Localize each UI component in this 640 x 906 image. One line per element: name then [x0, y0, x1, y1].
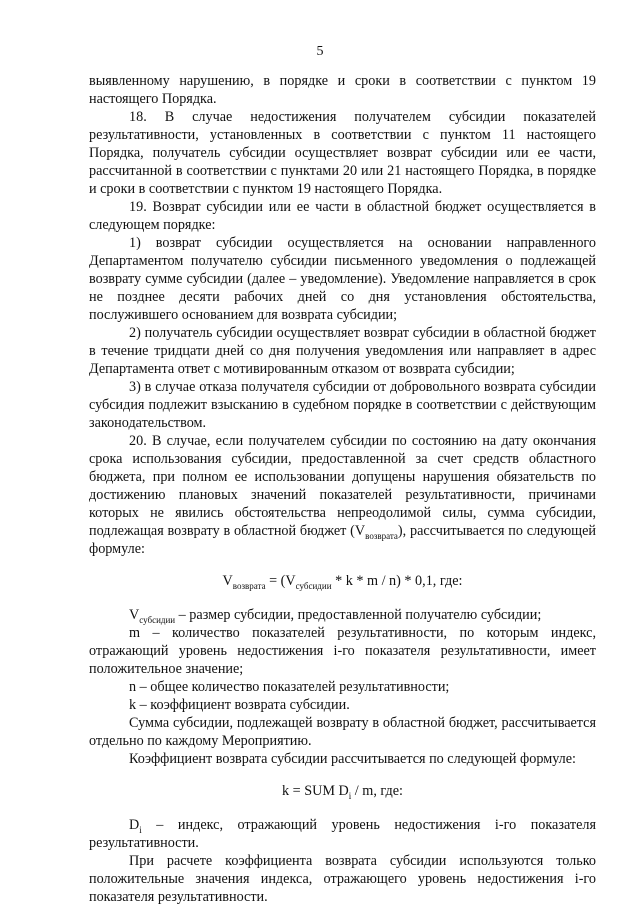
- formula-subsidy-subscript: субсидии: [295, 580, 332, 591]
- definition-d-subscript: i: [139, 824, 142, 835]
- paragraph-20-text: 20. В случае, если получателем субсидии по состоянию на дату окончания срока использования субсидии, предоставленной за счет средств областного бюджета, при полном ее использовании допущены нарушения обязательств по достижению плановых значений показателей результативности, причинами которых не явились обстоятельства непреодолимой силы, сумма субсидии, подлежащая возврату в областной бюджет (V: [89, 433, 596, 539]
- paragraph-19-item-3: 3) в случае отказа получателя субсидии от добровольного возврата субсидии субсидия подлежит взысканию в судебном порядке в соответствии с действующим законодательством.: [89, 379, 596, 431]
- formula-k-subscript: i: [348, 790, 352, 801]
- paragraph-sum-per-event: Сумма субсидии, подлежащей возврату в областной бюджет, рассчитывается отдельно по каждому Мероприятию.: [89, 715, 596, 749]
- paragraph-20-subscript: возврата: [365, 530, 398, 541]
- formula-return-amount: [89, 572, 596, 590]
- definition-v-text: – размер субсидии, предоставленной получателю субсидии;: [175, 607, 542, 623]
- formula-k-left: k = SUM D: [282, 783, 349, 799]
- page-number: 5: [316, 44, 324, 59]
- paragraph-coefficient: Коэффициент возврата субсидии рассчитывается по следующей формуле:: [129, 751, 576, 767]
- paragraph-19-item-2: 2) получатель субсидии осуществляет возврат субсидии в областной бюджет в течение тридцати дней со дня получения уведомления или направляет в адрес Департамента ответ с мотивированным отказом от возврата субсидии;: [89, 325, 596, 377]
- document-body: [89, 72, 596, 906]
- definition-v-subscript: субсидии: [139, 614, 176, 625]
- formula-rest: * k * m / n) * 0,1, где:: [331, 573, 463, 589]
- definition-d-symbol: D: [129, 817, 140, 833]
- formula-v-symbol: V: [222, 573, 233, 589]
- paragraph-18: 18. В случае недостижения получателем субсидии показателей результативности, установленных в соответствии с пунктом 11 настоящего Порядка, получатель субсидии осуществляет возврат субсидии или ее части, рассчитанной в соответствии с пунктами 20 или 21 настоящего Порядка, в порядке и сроки в соответствии с пунктом 19 настоящего Порядка.: [89, 109, 596, 197]
- formula-v-subscript: возврата: [232, 580, 266, 591]
- formula-k-right: / m, где:: [351, 783, 403, 799]
- paragraph-20-tail: ), рассчитывается по следующей формуле:: [89, 523, 596, 557]
- paragraph-continuation: выявленному нарушению, в порядке и сроки в соответствии с пунктом 19 настоящего Порядка.: [89, 73, 596, 107]
- definition-v: [89, 606, 596, 624]
- paragraph-final: При расчете коэффициента возврата субсидии используются только положительные значения индекса, отражающего уровень недостижения i-го показателя результативности.: [89, 853, 596, 905]
- paragraph-19: 19. Возврат субсидии или ее части в областной бюджет осуществляется в следующем порядке:: [89, 199, 596, 233]
- definition-m: m – количество показателей результативности, по которым индекс, отражающий уровень недостижения i-го показателя результативности, имеет положительное значение;: [89, 625, 596, 677]
- definition-n: n – общее количество показателей результативности;: [129, 679, 450, 695]
- formula-coefficient: [89, 782, 596, 800]
- definition-v-symbol: V: [129, 607, 140, 623]
- paragraph-19-item-1: 1) возврат субсидии осуществляется на основании направленного Департаментом получателю субсидии письменного уведомления о подлежащей возврату сумме субсидии (далее – уведомление). Уведомление направляется в срок не позднее десяти рабочих дней со дня установления обстоятельства, послужившего основанием для возврата субсидии;: [89, 235, 596, 323]
- definition-d-text: – индекс, отражающий уровень недостижения i-го показателя результативности.: [89, 817, 596, 851]
- definition-d: [89, 816, 596, 852]
- definition-k: k – коэффициент возврата субсидии.: [129, 697, 350, 713]
- paragraph-20: [89, 432, 596, 558]
- formula-equals: = (V: [265, 573, 296, 589]
